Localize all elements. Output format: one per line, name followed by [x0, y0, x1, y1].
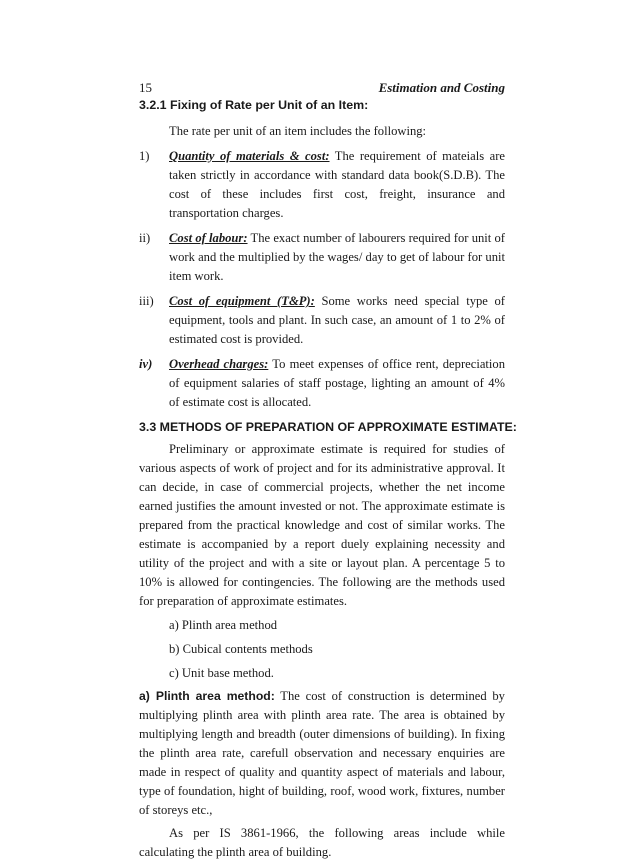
section-paragraph: Preliminary or approximate estimate is required for studies of various aspects of work of project and for its administrative approval. It can decide, in case of commercial projects, whether the net income earned justifies the amount invested or not. The approximate estimate is prepared from the practical knowledge and cost of similar works. The estimate is accompanied by a report duely explaining necessity and utility of the project and with a site or layout plan. A percentage 5 to 10% is allowed for contingencies. The following are the methods used for preparation of approximate estimates. [139, 442, 505, 608]
page-number: 15 [139, 80, 152, 95]
list-item [139, 292, 505, 349]
list-item-text [169, 229, 505, 286]
running-head: Estimation and Costing [378, 80, 505, 95]
list-item-text [169, 355, 505, 412]
list-marker: iii) [139, 294, 154, 308]
list-item-term: Cost of equipment (T&P): [169, 294, 315, 308]
plinth-area-paragraph [139, 687, 505, 820]
plinth-area-lead: a) Plinth area method: [139, 689, 275, 703]
method-item: c) Unit base method. [169, 666, 274, 680]
list-item-description: The requirement of mateials are taken strictly in accordance with standard data book(S.D.B). The cost of these includes first cost, freight, insurance and transportation charges. [169, 149, 506, 220]
list-item-description: The exact number of labourers required for unit of work and the multiplied by the wages/ day to get of labour for unit item work. [169, 231, 506, 283]
closing-paragraph: As per IS 3861-1966, the following areas include while calculating the plinth area of building. [139, 826, 505, 859]
page-content [139, 78, 517, 866]
list-item [139, 355, 505, 412]
list-item [139, 147, 505, 223]
list-item-text [169, 292, 505, 349]
section-title: 3.3 METHODS OF PREPARATION OF APPROXIMATE ESTIMATE: [139, 420, 517, 434]
method-item: b) Cubical contents methods [169, 642, 313, 656]
list-marker: iv) [139, 357, 153, 371]
subsection-title: 3.2.1 Fixing of Rate per Unit of an Item: [139, 98, 369, 112]
list-item [139, 229, 505, 286]
list-marker: ii) [139, 231, 151, 245]
subsection-intro: The rate per unit of an item includes the following: [169, 124, 427, 138]
list-item-term: Cost of labour: [169, 231, 248, 245]
list-item-term: Overhead charges: [169, 357, 269, 371]
page-header [139, 78, 505, 96]
list-item-term: Quantity of materials & cost: [169, 149, 330, 163]
list-item-text [169, 147, 505, 223]
list-marker: 1) [139, 149, 150, 163]
method-item: a) Plinth area method [169, 618, 278, 632]
list-item-description: Some works need special type of equipment, tools and plant. In such case, an amount of 1 to 2% of estimated cost is provided. [169, 294, 505, 346]
plinth-area-text: The cost of construction is determined by multiplying plinth area with plinth area rate. The area is obtained by multiplying length and breadth (outer dimensions of building). In fixing the plinth area rate, carefull observation and necessary enquiries are made in respect of quality and quantity aspect of materials and labour, type of foundation, hight of building, roof, wood work, fixtures, number of storeys etc., [139, 689, 505, 817]
list-item-description: To meet expenses of office rent, depreciation of equipment salaries of staff postage, lighting an amount of 4% of estimate cost is allocated. [169, 357, 505, 409]
